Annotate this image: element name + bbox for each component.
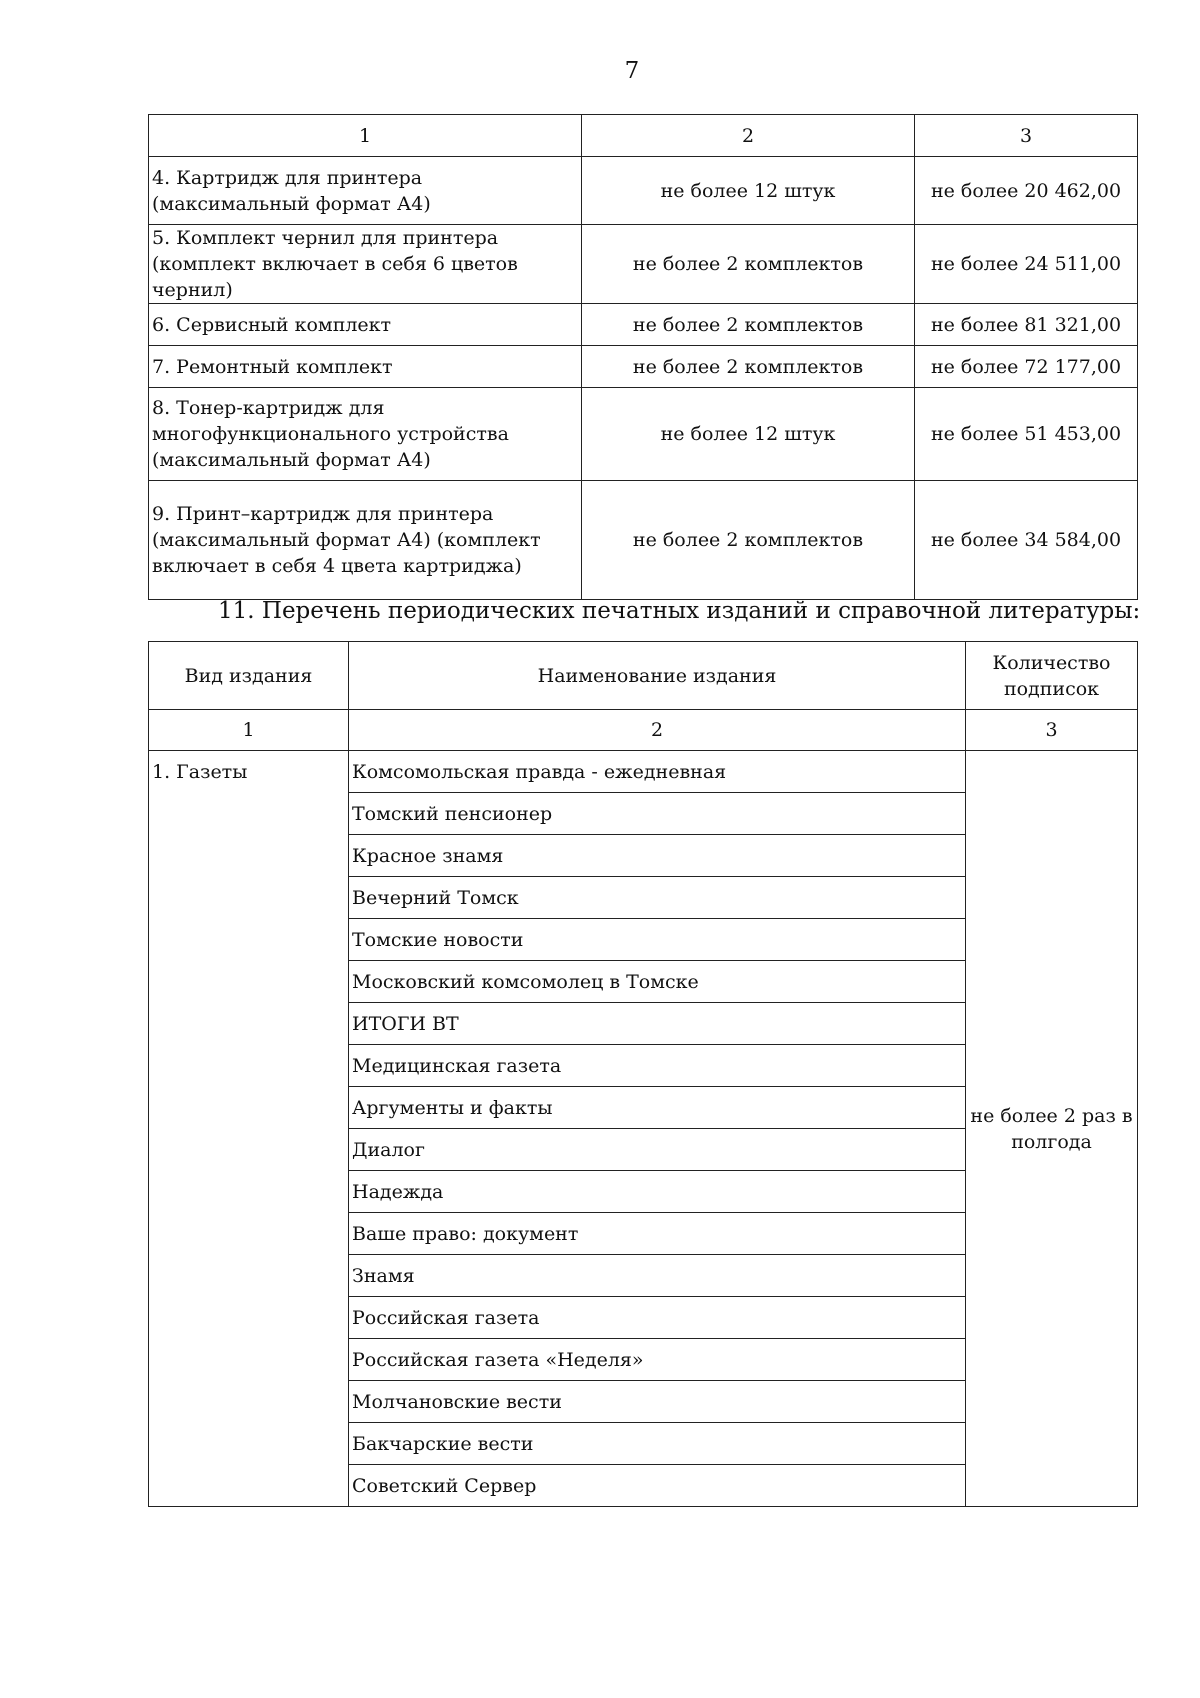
table-header-row (149, 642, 1138, 710)
publication-name: Диалог (349, 1129, 966, 1171)
column-number: 3 (966, 710, 1138, 751)
header-count: Количество подписок (966, 642, 1138, 710)
publication-name: Российская газета «Неделя» (349, 1339, 966, 1381)
item-name: 6. Сервисный комплект (149, 304, 582, 346)
column-number: 1 (149, 115, 582, 157)
item-quantity: не более 2 комплектов (582, 346, 915, 388)
publication-name: Московский комсомолец в Томске (349, 961, 966, 1003)
section-11-title: 11. Перечень периодических печатных изданий и справочной литературы: (218, 598, 1141, 624)
table-row (149, 346, 1138, 388)
item-quantity: не более 12 штук (582, 388, 915, 481)
table-row (149, 751, 1138, 793)
column-number: 2 (349, 710, 966, 751)
item-name: 7. Ремонтный комплект (149, 346, 582, 388)
item-price: не более 34 584,00 (915, 481, 1138, 600)
table-number-row (149, 710, 1138, 751)
item-quantity: не более 12 штук (582, 157, 915, 225)
publication-name: ИТОГИ ВТ (349, 1003, 966, 1045)
publication-name: Молчановские вести (349, 1381, 966, 1423)
periodicals-table (148, 641, 1138, 1507)
publication-name: Вечерний Томск (349, 877, 966, 919)
item-name: 5. Комплект чернил для принтера (комплект включает в себя 6 цветов чернил) (149, 225, 582, 304)
publication-name: Аргументы и факты (349, 1087, 966, 1129)
table-row (149, 481, 1138, 600)
table-header-row (149, 115, 1138, 157)
subscription-quantity: не более 2 раз в полгода (966, 751, 1138, 1507)
item-quantity: не более 2 комплектов (582, 225, 915, 304)
item-price: не более 72 177,00 (915, 346, 1138, 388)
table-row (149, 157, 1138, 225)
supplies-table (148, 114, 1138, 600)
publication-name: Российская газета (349, 1297, 966, 1339)
header-type: Вид издания (149, 642, 349, 710)
item-name: 9. Принт–картридж для принтера (максимальный формат А4) (комплект включает в себя 4 цвета картриджа) (149, 481, 582, 600)
publication-name: Красное знамя (349, 835, 966, 877)
publication-name: Ваше право: документ (349, 1213, 966, 1255)
publication-name: Бакчарские вести (349, 1423, 966, 1465)
item-price: не более 81 321,00 (915, 304, 1138, 346)
publication-name: Комсомольская правда - ежедневная (349, 751, 966, 793)
item-price: не более 51 453,00 (915, 388, 1138, 481)
publication-name: Томские новости (349, 919, 966, 961)
publication-name: Знамя (349, 1255, 966, 1297)
publication-name: Надежда (349, 1171, 966, 1213)
header-name: Наименование издания (349, 642, 966, 710)
page-number: 7 (624, 58, 640, 84)
item-quantity: не более 2 комплектов (582, 304, 915, 346)
publication-name: Советский Сервер (349, 1465, 966, 1507)
item-price: не более 24 511,00 (915, 225, 1138, 304)
column-number: 3 (915, 115, 1138, 157)
item-name: 8. Тонер-картридж для многофункционального устройства (максимальный формат А4) (149, 388, 582, 481)
publication-name: Медицинская газета (349, 1045, 966, 1087)
table-row (149, 304, 1138, 346)
table-row (149, 388, 1138, 481)
item-quantity: не более 2 комплектов (582, 481, 915, 600)
item-name: 4. Картридж для принтера (максимальный формат А4) (149, 157, 582, 225)
table-row (149, 225, 1138, 304)
publication-category: 1. Газеты (149, 751, 349, 1507)
item-price: не более 20 462,00 (915, 157, 1138, 225)
column-number: 1 (149, 710, 349, 751)
publication-name: Томский пенсионер (349, 793, 966, 835)
column-number: 2 (582, 115, 915, 157)
